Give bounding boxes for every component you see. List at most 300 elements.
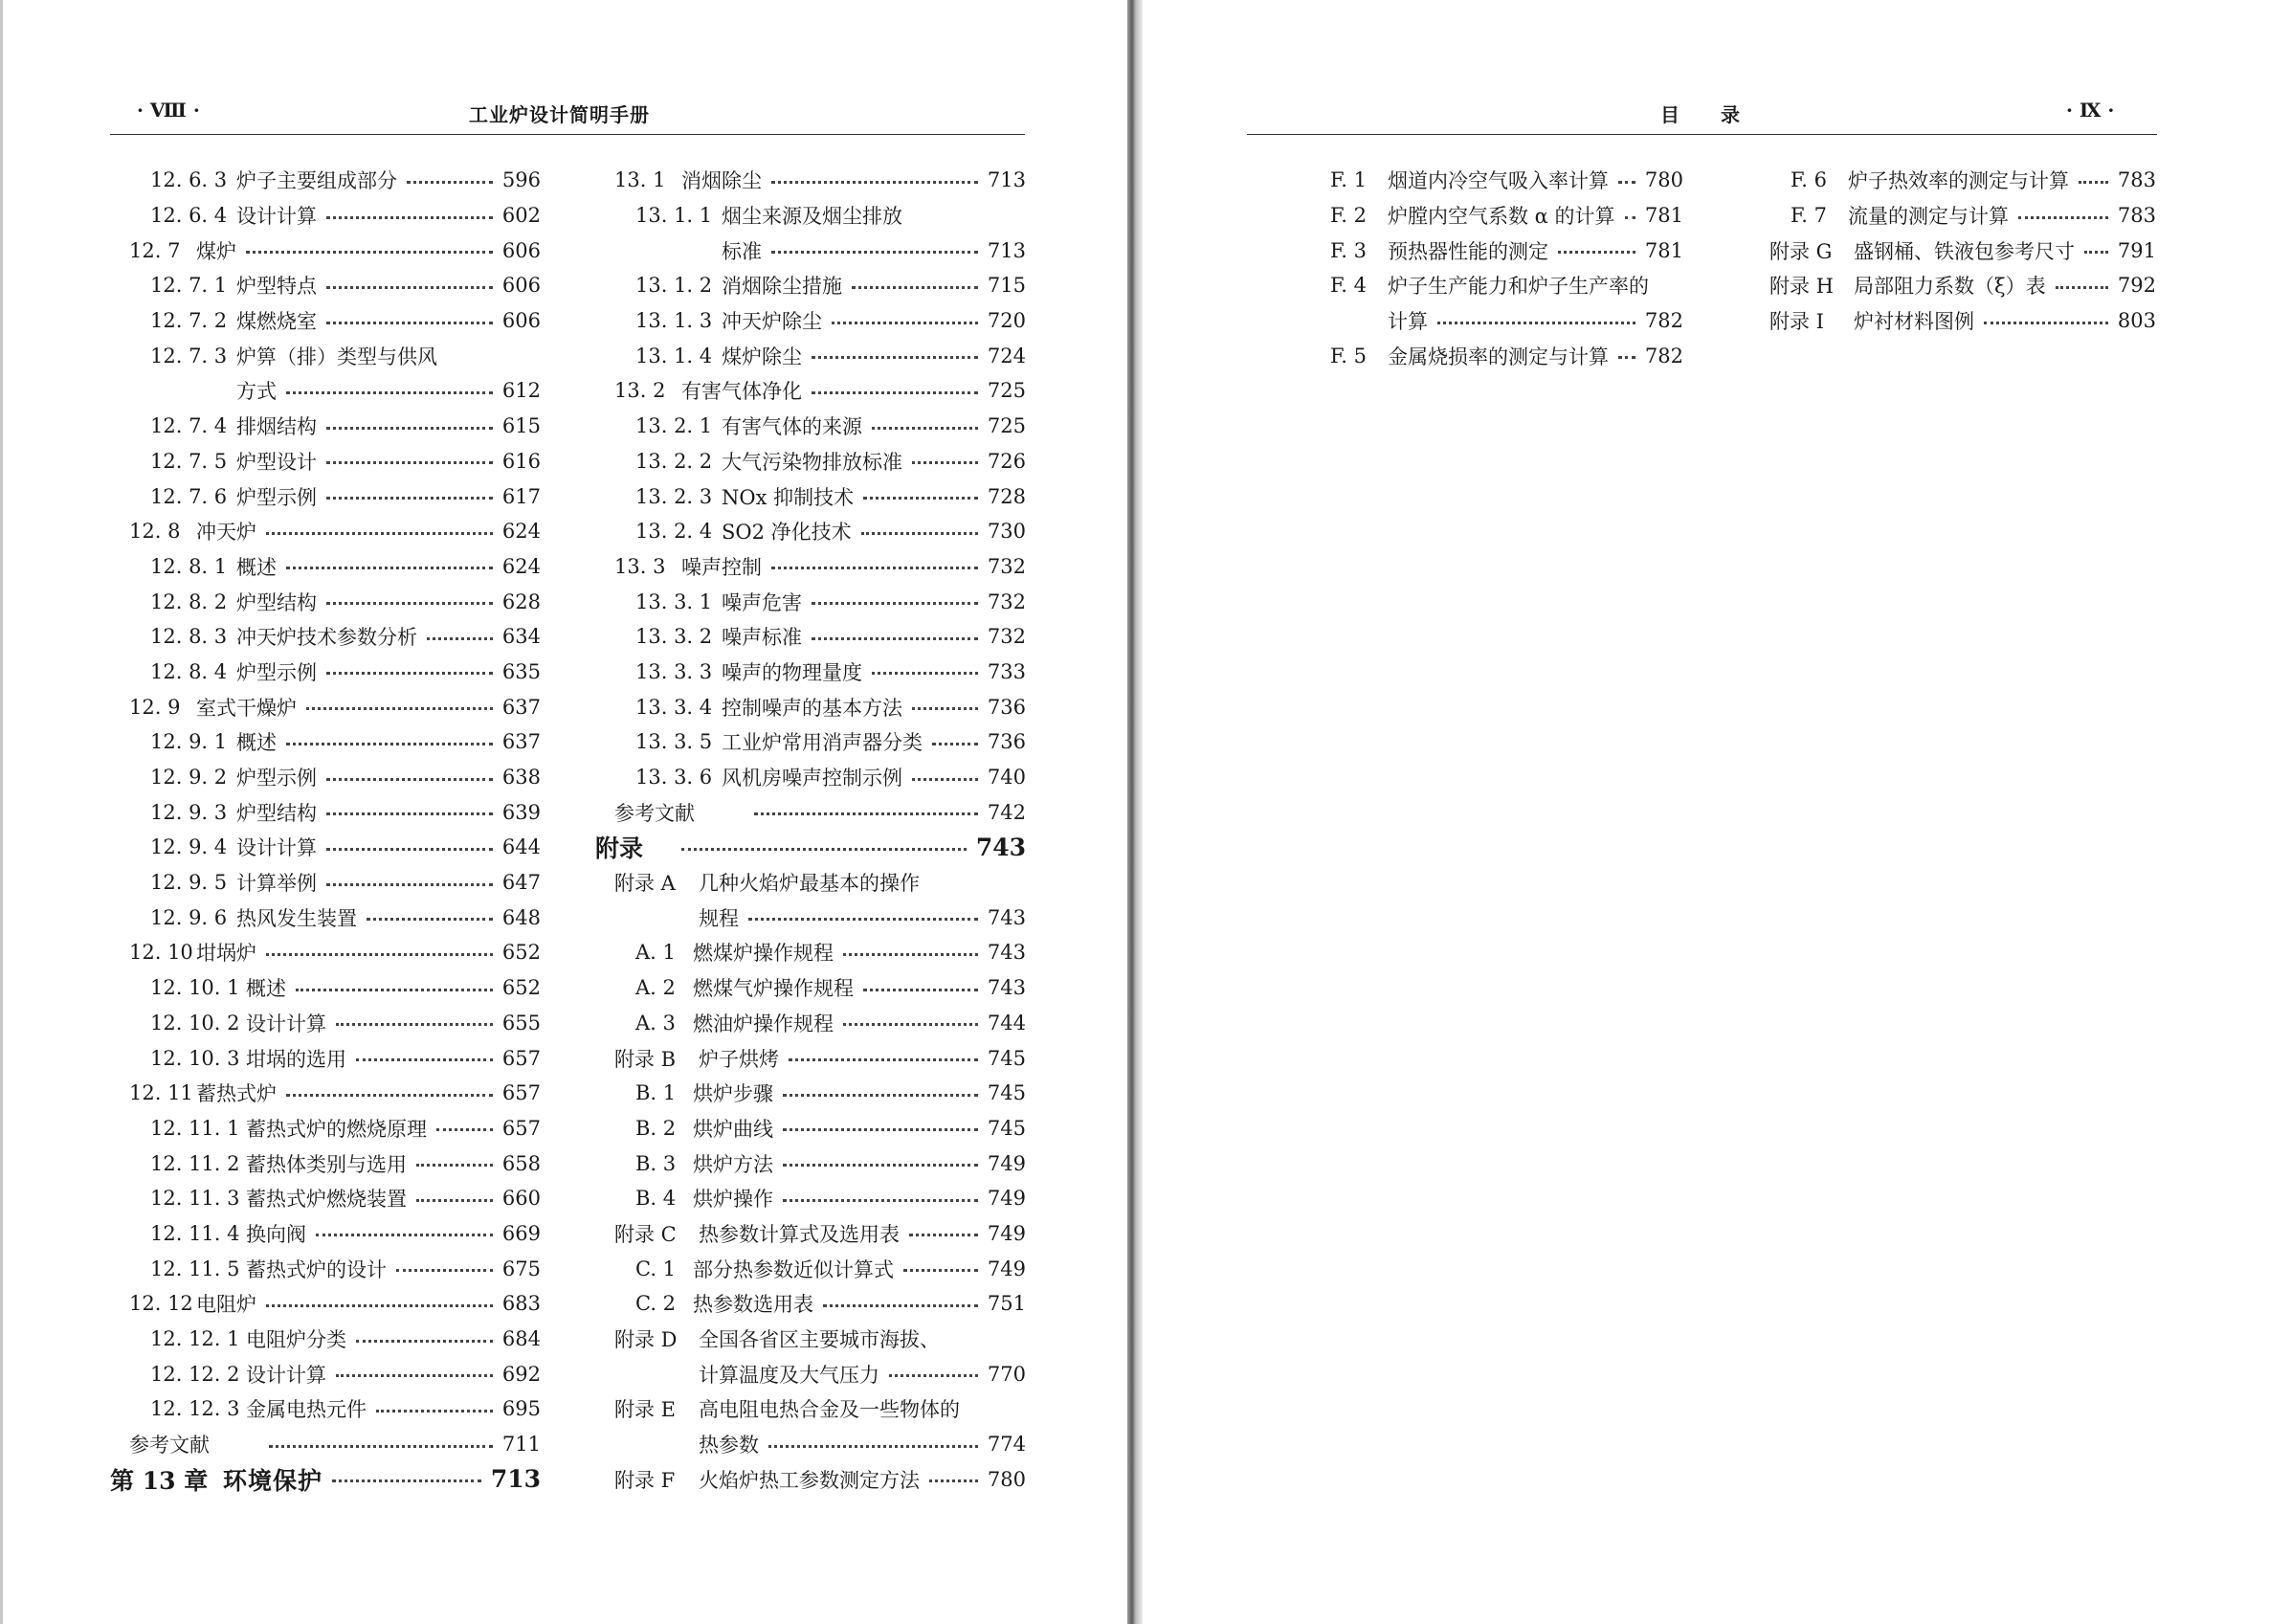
leader-dots bbox=[912, 707, 978, 710]
toc-entry bbox=[1290, 163, 1683, 198]
toc-entry bbox=[110, 619, 541, 655]
toc-entry-title: 大气污染物排放标准 bbox=[722, 450, 902, 474]
toc-entry bbox=[110, 514, 541, 549]
toc-page-number: 655 bbox=[501, 1011, 541, 1034]
toc-entry-title: 计算温度及大气压力 bbox=[699, 1363, 879, 1387]
toc-entry-title: 热参数 bbox=[699, 1434, 759, 1457]
leader-dots bbox=[407, 181, 493, 184]
page-number: · Ⅷ · bbox=[137, 99, 200, 122]
toc-page-number: 652 bbox=[501, 976, 541, 1000]
toc-entry bbox=[110, 409, 541, 444]
toc-entry-title: 蓄热式炉的设计 bbox=[246, 1257, 387, 1281]
toc-entry-number: 12. 8 bbox=[129, 520, 181, 544]
toc-entry-number: A. 2 bbox=[635, 976, 676, 1000]
toc-entry-number: 附录 bbox=[595, 834, 644, 863]
leader-dots bbox=[812, 637, 978, 640]
toc-entry-title: 有害气体净化 bbox=[681, 380, 802, 404]
toc-entry-number: 13. 2. 2 bbox=[635, 449, 713, 473]
toc-entry bbox=[110, 303, 541, 339]
toc-page-number: 733 bbox=[987, 659, 1026, 683]
toc-entry-number: C. 1 bbox=[635, 1257, 677, 1280]
toc-entry-title: 预热器性能的测定 bbox=[1388, 239, 1548, 263]
toc-entry-title: 烘炉方法 bbox=[693, 1152, 773, 1176]
toc-entry bbox=[110, 584, 541, 619]
toc-entry-number: 12. 9. 1 bbox=[150, 730, 228, 754]
toc-entry bbox=[595, 1111, 1026, 1146]
toc-entry-number: 12. 7. 6 bbox=[150, 484, 228, 508]
toc-page-number: 639 bbox=[501, 800, 541, 824]
toc-entry bbox=[110, 1286, 541, 1322]
leader-dots bbox=[356, 1340, 493, 1343]
toc-entry bbox=[1750, 303, 2156, 339]
toc-entry-number: 13. 3. 2 bbox=[635, 625, 713, 649]
toc-page-number: 782 bbox=[1644, 309, 1683, 333]
toc-entry-number: 附录 C bbox=[614, 1222, 677, 1246]
toc-entry-number: 13. 3. 6 bbox=[635, 766, 713, 790]
leader-dots bbox=[912, 778, 978, 781]
toc-entry bbox=[595, 830, 1026, 865]
toc-entry-title: 烟道内冷空气吸入率计算 bbox=[1388, 169, 1609, 193]
page-header-left bbox=[110, 96, 1025, 135]
toc-entry-title: 换向阀 bbox=[246, 1222, 306, 1246]
toc-entry-number: 第 13 章 bbox=[110, 1466, 209, 1495]
toc-page-number: 740 bbox=[987, 766, 1026, 790]
toc-entry bbox=[1750, 268, 2156, 303]
toc-entry-title: 金属烧损率的测定与计算 bbox=[1388, 345, 1609, 368]
toc-page-number: 749 bbox=[987, 1187, 1026, 1211]
toc-page-number: 606 bbox=[501, 274, 541, 298]
toc-entry-number: F. 4 bbox=[1330, 274, 1368, 298]
toc-entry-number: 12. 11. 2 bbox=[150, 1151, 240, 1175]
toc-entry-title: 计算举例 bbox=[236, 872, 317, 896]
leader-dots bbox=[286, 743, 493, 745]
toc-entry-number: 12. 8. 1 bbox=[150, 554, 228, 578]
toc-entry-title: 有害气体的来源 bbox=[722, 415, 862, 439]
toc-entry bbox=[595, 935, 1026, 970]
toc-entry bbox=[595, 1146, 1026, 1181]
toc-entry bbox=[595, 514, 1026, 549]
toc-entry-title: 流量的测定与计算 bbox=[1848, 205, 2009, 229]
leader-dots bbox=[266, 1304, 493, 1307]
toc-entry-title: 蓄热式炉 bbox=[196, 1082, 277, 1106]
toc-entry-title: 炉型示例 bbox=[236, 660, 317, 684]
toc-entry-title: 炉子热效率的测定与计算 bbox=[1848, 169, 2069, 193]
toc-entry bbox=[110, 338, 541, 373]
leader-dots bbox=[326, 216, 493, 219]
toc-entry-number: 13. 3. 4 bbox=[635, 695, 713, 719]
toc-page-number: 616 bbox=[501, 449, 541, 473]
toc-entry-title: 排烟结构 bbox=[236, 415, 317, 439]
toc-entry bbox=[595, 1461, 1026, 1497]
toc-page-number: 749 bbox=[987, 1221, 1026, 1245]
toc-entry-title: 炉子生产能力和炉子生产率的 bbox=[1388, 275, 1649, 299]
toc-column-1 bbox=[1290, 163, 1683, 373]
toc-entry-number: A. 3 bbox=[635, 1011, 676, 1034]
leader-dots bbox=[929, 1479, 978, 1482]
toc-entry-title: 炉型示例 bbox=[236, 767, 317, 790]
toc-entry-title: 炉型特点 bbox=[236, 275, 317, 299]
toc-entry-number: 13. 2. 4 bbox=[635, 520, 713, 544]
toc-entry bbox=[595, 760, 1026, 795]
leader-dots bbox=[832, 322, 978, 324]
toc-entry-number: 12. 10. 2 bbox=[150, 1011, 240, 1034]
toc-entry bbox=[595, 619, 1026, 655]
leader-dots bbox=[326, 461, 493, 464]
toc-entry bbox=[595, 268, 1026, 303]
toc-entry-title: NOx 抑制技术 bbox=[722, 485, 855, 509]
toc-entry-title: 噪声的物理量度 bbox=[722, 660, 862, 684]
page-number: · Ⅸ · bbox=[2066, 99, 2115, 122]
leader-dots bbox=[326, 322, 493, 324]
toc-entry bbox=[595, 1356, 1026, 1391]
toc-column-2 bbox=[595, 163, 1026, 1497]
toc-entry-title: 炉型结构 bbox=[236, 801, 317, 825]
toc-entry-title: 烟尘来源及烟尘排放 bbox=[722, 205, 902, 229]
toc-page-number: 732 bbox=[987, 554, 1026, 578]
toc-entry-title: 烘炉步骤 bbox=[693, 1082, 773, 1106]
toc-page-number: 660 bbox=[501, 1187, 541, 1211]
toc-page-number: 782 bbox=[1644, 344, 1683, 367]
toc-entry-title: 噪声控制 bbox=[681, 555, 762, 579]
toc-entry-number: 13. 2. 3 bbox=[635, 484, 713, 508]
toc-entry-number: 参考文献 bbox=[129, 1434, 210, 1457]
toc-page-number: 713 bbox=[490, 1465, 541, 1494]
toc-entry bbox=[1290, 303, 1683, 339]
leader-dots bbox=[326, 602, 493, 605]
toc-entry-number: C. 2 bbox=[635, 1292, 677, 1316]
toc-page-number: 743 bbox=[987, 976, 1026, 1000]
toc-page-number: 628 bbox=[501, 590, 541, 613]
toc-entry-number: 12. 11. 5 bbox=[150, 1257, 240, 1280]
toc-entry bbox=[595, 689, 1026, 724]
toc-entry bbox=[110, 1006, 541, 1041]
toc-entry bbox=[1290, 338, 1683, 373]
running-title: 目 录 bbox=[1660, 103, 1741, 126]
leader-dots bbox=[286, 567, 493, 569]
toc-entry-title: 概述 bbox=[246, 977, 286, 1001]
toc-entry-title: 电阻炉分类 bbox=[246, 1328, 346, 1352]
toc-entry-number: 附录 G bbox=[1769, 239, 1833, 263]
toc-entry-number: 13. 3. 1 bbox=[635, 590, 713, 613]
leader-dots bbox=[1618, 181, 1635, 184]
toc-entry-number: 13. 1. 3 bbox=[635, 309, 713, 333]
toc-page-number: 745 bbox=[987, 1046, 1026, 1070]
leader-dots bbox=[286, 1094, 493, 1097]
leader-dots bbox=[889, 1374, 978, 1377]
toc-page-number: 624 bbox=[501, 520, 541, 544]
toc-page-number: 606 bbox=[501, 309, 541, 333]
toc-entry bbox=[595, 478, 1026, 514]
leader-dots bbox=[771, 567, 978, 569]
toc-entry-number: B. 2 bbox=[635, 1116, 677, 1140]
leader-dots bbox=[783, 1128, 978, 1131]
leader-dots bbox=[326, 672, 493, 675]
toc-entry-title: 冲天炉除尘 bbox=[722, 310, 822, 334]
toc-entry-title: 电阻炉 bbox=[196, 1293, 256, 1317]
toc-entry bbox=[110, 1391, 541, 1427]
toc-entry-title: 炉型示例 bbox=[236, 485, 317, 509]
toc-page-number: 732 bbox=[987, 590, 1026, 613]
toc-entry-number: 12. 7. 2 bbox=[150, 309, 228, 333]
toc-page-number: 596 bbox=[501, 168, 541, 192]
toc-entry-title: 蓄热体类别与选用 bbox=[246, 1152, 407, 1176]
toc-entry-number: 13. 3. 5 bbox=[635, 730, 713, 754]
leader-dots bbox=[1984, 322, 2108, 324]
toc-entry bbox=[110, 1356, 541, 1391]
toc-page-number: 736 bbox=[987, 730, 1026, 754]
toc-entry-number: 13. 3 bbox=[614, 554, 666, 578]
toc-page-number: 638 bbox=[501, 766, 541, 790]
toc-entry-title: 炉膛内空气系数 α 的计算 bbox=[1388, 205, 1615, 229]
leader-dots bbox=[416, 1199, 493, 1202]
toc-entry-number: 12. 8. 2 bbox=[150, 590, 228, 613]
toc-entry bbox=[110, 1181, 541, 1216]
toc-page-number: 751 bbox=[987, 1292, 1026, 1316]
leader-dots bbox=[326, 286, 493, 289]
toc-entry-title: 概述 bbox=[236, 555, 277, 579]
toc-entry-number: 12. 6. 3 bbox=[150, 168, 228, 192]
toc-page-number: 624 bbox=[501, 554, 541, 578]
toc-entry bbox=[595, 1216, 1026, 1252]
leader-dots bbox=[812, 602, 978, 605]
toc-entry-title: 设计计算 bbox=[236, 205, 317, 229]
toc-entry bbox=[595, 1286, 1026, 1322]
leader-dots bbox=[367, 918, 493, 921]
toc-entry-number: A. 1 bbox=[635, 941, 676, 965]
toc-entry-number: F. 5 bbox=[1330, 344, 1368, 367]
toc-page-number: 743 bbox=[987, 941, 1026, 965]
toc-entry-number: 12. 11. 3 bbox=[150, 1187, 240, 1211]
leader-dots bbox=[269, 1445, 493, 1448]
toc-entry-title: 室式干燥炉 bbox=[196, 696, 297, 720]
toc-page-number: 791 bbox=[2117, 238, 2156, 262]
toc-entry-number: 12. 7. 4 bbox=[150, 414, 228, 438]
toc-page-number: 783 bbox=[2117, 168, 2156, 192]
leader-dots bbox=[427, 637, 493, 640]
toc-entry-number: F. 7 bbox=[1791, 204, 1828, 228]
toc-entry-number: 12. 12. 3 bbox=[150, 1397, 240, 1421]
toc-entry-title: 热参数选用表 bbox=[693, 1293, 813, 1317]
toc-page-number: 711 bbox=[501, 1433, 541, 1457]
toc-entry bbox=[1750, 163, 2156, 198]
toc-page-number: 743 bbox=[975, 833, 1026, 861]
toc-entry-title: 冲天炉 bbox=[196, 521, 256, 545]
toc-entry bbox=[110, 198, 541, 234]
toc-entry-number: 附录 F bbox=[614, 1468, 676, 1492]
leader-dots bbox=[783, 1199, 978, 1202]
toc-entry-number: 12. 12. 1 bbox=[150, 1327, 240, 1351]
toc-entry-number: 12. 11. 4 bbox=[150, 1221, 240, 1245]
toc-entry-title: 火焰炉热工参数测定方法 bbox=[699, 1468, 920, 1492]
toc-entry-title: 炉箅（排）类型与供风 bbox=[236, 345, 437, 368]
toc-entry bbox=[110, 1251, 541, 1286]
page-edge bbox=[0, 0, 3, 1624]
toc-page-number: 749 bbox=[987, 1151, 1026, 1175]
toc-page-number: 744 bbox=[987, 1011, 1026, 1034]
toc-entry-title: 煤燃烧室 bbox=[236, 310, 317, 334]
toc-entry bbox=[110, 900, 541, 935]
toc-page-number: 742 bbox=[987, 800, 1026, 824]
toc-entry bbox=[595, 1391, 1026, 1427]
toc-page-number: 634 bbox=[501, 625, 541, 649]
toc-entry-number: 附录 E bbox=[614, 1398, 677, 1422]
toc-entry bbox=[595, 1427, 1026, 1462]
toc-page-number: 745 bbox=[987, 1116, 1026, 1140]
toc-page-number: 647 bbox=[501, 871, 541, 895]
toc-page-number: 658 bbox=[501, 1151, 541, 1175]
toc-entry-number: 12. 8. 4 bbox=[150, 659, 228, 683]
leader-dots bbox=[903, 1269, 978, 1272]
toc-entry-number: 附录 B bbox=[614, 1047, 677, 1071]
toc-entry-title: 坩埚的选用 bbox=[246, 1047, 346, 1071]
toc-entry-title: 蓄热式炉的燃烧原理 bbox=[246, 1117, 427, 1141]
toc-entry bbox=[595, 794, 1026, 830]
toc-entry-title: 热参数计算式及选用表 bbox=[699, 1222, 900, 1246]
toc-page-number: 725 bbox=[987, 414, 1026, 438]
leader-dots bbox=[326, 812, 493, 815]
toc-page-number: 781 bbox=[1644, 204, 1683, 228]
toc-entry-number: 12. 11 bbox=[129, 1081, 193, 1105]
toc-entry-title: 设计计算 bbox=[246, 1363, 326, 1387]
toc-entry bbox=[595, 1040, 1026, 1076]
toc-entry-number: B. 4 bbox=[635, 1187, 677, 1211]
toc-entry-title: 炉型结构 bbox=[236, 590, 317, 614]
toc-page-number: 732 bbox=[987, 625, 1026, 649]
toc-entry bbox=[110, 830, 541, 865]
toc-entry-title: 高电阻电热合金及一些物体的 bbox=[699, 1398, 960, 1422]
leader-dots bbox=[396, 1269, 493, 1272]
toc-entry bbox=[110, 549, 541, 585]
toc-entry bbox=[595, 338, 1026, 373]
toc-entry-title: 计算 bbox=[1388, 310, 1428, 334]
running-title: 工业炉设计简明手册 bbox=[469, 103, 650, 126]
leader-dots bbox=[266, 953, 493, 956]
toc-entry bbox=[595, 444, 1026, 479]
toc-entry-number: 12. 7. 1 bbox=[150, 274, 228, 298]
toc-column-1 bbox=[110, 163, 541, 1497]
toc-entry bbox=[595, 549, 1026, 585]
toc-page-number: 684 bbox=[501, 1327, 541, 1351]
leader-dots bbox=[286, 391, 493, 394]
leader-dots bbox=[326, 427, 493, 430]
toc-entry-title: 消烟除尘措施 bbox=[722, 275, 842, 299]
leader-dots bbox=[436, 1128, 493, 1131]
leader-dots bbox=[861, 532, 978, 535]
toc-entry bbox=[595, 1076, 1026, 1111]
toc-page-number: 803 bbox=[2117, 309, 2156, 333]
toc-entry-number: 12. 9. 4 bbox=[150, 835, 228, 859]
toc-entry-title: 热风发生装置 bbox=[236, 906, 357, 930]
toc-entry-title: 部分热参数近似计算式 bbox=[693, 1257, 894, 1281]
toc-entry-title: SO2 净化技术 bbox=[722, 521, 852, 545]
toc-page-number: 695 bbox=[501, 1397, 541, 1421]
toc-entry-number: 附录 H bbox=[1769, 275, 1834, 299]
toc-page-number: 780 bbox=[1644, 168, 1683, 192]
leader-dots bbox=[326, 778, 493, 781]
toc-entry bbox=[595, 373, 1026, 409]
toc-page-number: 637 bbox=[501, 695, 541, 719]
toc-entry-number: 参考文献 bbox=[614, 801, 695, 825]
leader-dots bbox=[754, 812, 978, 815]
leader-dots bbox=[748, 918, 978, 921]
toc-entry-number: 12. 7. 3 bbox=[150, 344, 228, 367]
toc-entry-number: 附录 A bbox=[614, 872, 676, 896]
toc-page-number: 724 bbox=[987, 344, 1026, 367]
toc-entry bbox=[595, 1006, 1026, 1041]
toc-entry bbox=[595, 1181, 1026, 1216]
leader-dots bbox=[783, 1164, 978, 1167]
leader-dots bbox=[376, 1410, 493, 1413]
toc-page-number: 692 bbox=[501, 1362, 541, 1386]
toc-entry-title: 控制噪声的基本方法 bbox=[722, 696, 902, 720]
toc-entry-title: 燃煤炉操作规程 bbox=[693, 942, 834, 966]
toc-page-number: 736 bbox=[987, 695, 1026, 719]
toc-entry-title: 消烟除尘 bbox=[681, 169, 762, 193]
toc-entry-title: 蓄热式炉燃烧装置 bbox=[246, 1188, 407, 1212]
toc-entry bbox=[595, 724, 1026, 760]
toc-entry-number: 12. 9. 2 bbox=[150, 766, 228, 790]
toc-entry-number: F. 2 bbox=[1330, 204, 1368, 228]
toc-entry-number: 12. 12. 2 bbox=[150, 1362, 240, 1386]
toc-entry-title: 方式 bbox=[236, 380, 277, 404]
toc-entry-title: 燃煤气炉操作规程 bbox=[693, 977, 854, 1001]
leader-dots bbox=[416, 1164, 493, 1167]
leader-dots bbox=[2079, 181, 2108, 184]
toc-entry-number: F. 3 bbox=[1330, 238, 1368, 262]
toc-entry bbox=[110, 444, 541, 479]
toc-entry bbox=[110, 233, 541, 268]
toc-entry bbox=[110, 478, 541, 514]
toc-page-number: 792 bbox=[2117, 274, 2156, 298]
toc-entry-title: 炉子烘烤 bbox=[699, 1047, 779, 1071]
toc-page-number: 781 bbox=[1644, 238, 1683, 262]
toc-entry bbox=[595, 198, 1026, 234]
toc-entry bbox=[595, 865, 1026, 901]
toc-entry-number: 12. 9. 6 bbox=[150, 905, 228, 929]
toc-entry-number: 13. 2 bbox=[614, 379, 666, 403]
toc-page-number: 683 bbox=[501, 1292, 541, 1316]
toc-page-number: 675 bbox=[501, 1257, 541, 1280]
leader-dots bbox=[332, 1479, 481, 1482]
toc-entry bbox=[110, 1076, 541, 1111]
toc-entry-title: 坩埚炉 bbox=[196, 942, 256, 966]
leader-dots bbox=[316, 1234, 493, 1236]
leader-dots bbox=[246, 251, 493, 254]
toc-entry-number: 12. 8. 3 bbox=[150, 625, 228, 649]
leader-dots bbox=[932, 743, 978, 745]
toc-entry-number: 12. 7 bbox=[129, 238, 181, 262]
toc-entry-title: 炉衬材料图例 bbox=[1854, 310, 1974, 334]
toc-entry-title: 煤炉 bbox=[196, 239, 236, 263]
toc-entry bbox=[110, 163, 541, 198]
toc-entry-number: 12. 6. 4 bbox=[150, 204, 228, 228]
leader-dots bbox=[1618, 356, 1635, 359]
toc-entry-title: 噪声标准 bbox=[722, 626, 802, 650]
leader-dots bbox=[296, 989, 493, 991]
toc-entry-title: 冲天炉技术参数分析 bbox=[236, 626, 417, 650]
leader-dots bbox=[326, 848, 493, 851]
toc-entry bbox=[1750, 233, 2156, 268]
toc-entry bbox=[595, 409, 1026, 444]
toc-entry-number: 12. 12 bbox=[129, 1292, 193, 1316]
toc-entry bbox=[110, 1427, 541, 1462]
leader-dots bbox=[863, 497, 978, 500]
toc-page-number: 770 bbox=[987, 1362, 1026, 1386]
toc-page-number: 715 bbox=[987, 274, 1026, 298]
toc-entry-number: 附录 D bbox=[614, 1328, 678, 1352]
toc-entry bbox=[110, 268, 541, 303]
leader-dots bbox=[863, 989, 978, 991]
